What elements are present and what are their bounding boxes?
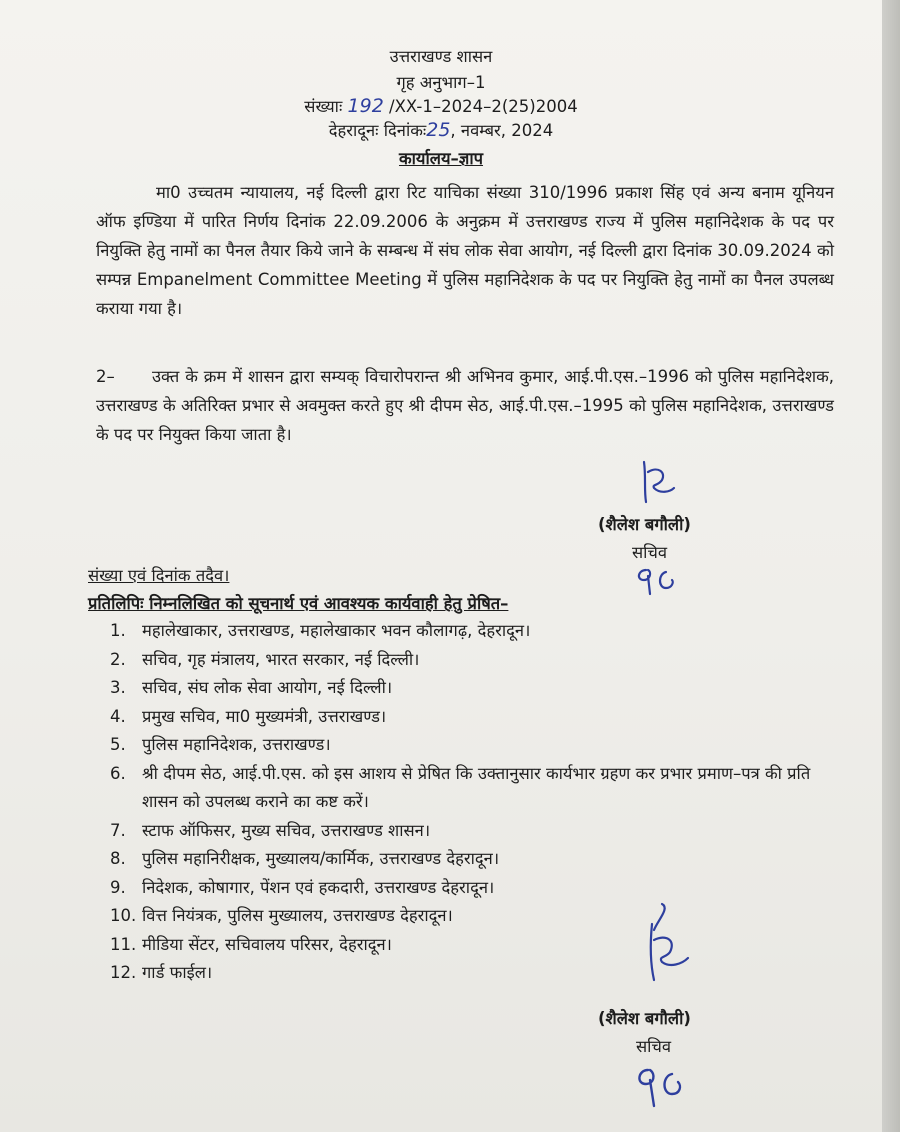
list-item bbox=[110, 845, 850, 874]
list-item-number: 7. bbox=[110, 820, 126, 840]
number-suffix: /XX-1–2024–2(25)2004 bbox=[389, 97, 578, 116]
signature-mark-2 bbox=[632, 900, 702, 990]
department-section: गृह अनुभाग–1 bbox=[396, 73, 486, 92]
list-item bbox=[110, 817, 850, 846]
list-item-number: 12. bbox=[110, 963, 137, 982]
list-item-number: 1. bbox=[110, 621, 126, 640]
number-label: संख्याः bbox=[304, 97, 343, 116]
list-item bbox=[110, 931, 850, 960]
list-item bbox=[110, 646, 850, 675]
signature-initials-1 bbox=[632, 564, 692, 598]
list-item bbox=[110, 959, 850, 988]
list-item-number: 10. bbox=[110, 906, 137, 925]
list-item-text: गार्ड फाईल। bbox=[142, 963, 213, 982]
list-item-text: पुलिस महानिरीक्षक, मुख्यालय/कार्मिक, उत्तराखण्ड देहरादून। bbox=[142, 849, 500, 868]
signature-mark-1 bbox=[636, 458, 686, 508]
place-date-label: देहरादूनः दिनांकः bbox=[328, 121, 427, 140]
list-item bbox=[110, 760, 850, 817]
signature-initials-2 bbox=[632, 1062, 696, 1112]
paragraph-2 bbox=[96, 362, 834, 449]
signatory-title-1: सचिव bbox=[632, 543, 668, 562]
list-item bbox=[110, 674, 850, 703]
list-item bbox=[110, 902, 850, 931]
memo-title bbox=[0, 146, 882, 169]
list-item-number: 4. bbox=[110, 706, 126, 726]
list-item-text: सचिव, गृह मंत्रालय, भारत सरकार, नई दिल्ली। bbox=[142, 649, 420, 669]
list-item-number: 2. bbox=[110, 649, 126, 669]
list-item-text: पुलिस महानिदेशक, उत्तराखण्ड। bbox=[142, 735, 331, 754]
list-item-text: वित्त नियंत्रक, पुलिस मुख्यालय, उत्तराखण्ड देहरादून। bbox=[142, 906, 453, 925]
list-item-text: स्टाफ ऑफिसर, मुख्य सचिव, उत्तराखण्ड शासन। bbox=[142, 820, 431, 840]
paragraph-2-text: उक्त के क्रम में शासन द्वारा सम्यक् विचारोपरान्त श्री अभिनव कुमार, आई.पी.एस.–1996 को पुलिस महानिदेशक, उत्तराखण्ड के अतिरिक्त प्रभार से अवमुक्त करते हुए श्री दीपम सेठ, आई.पी.एस.–1995 को पुलिस महानिदेशक, उत्तराखण्ड के पद पर नियुक्त किया जाता है। bbox=[96, 367, 834, 444]
reference-line: संख्या एवं दिनांक तदैव। bbox=[88, 566, 230, 585]
list-item-text: महालेखाकार, उत्तराखण्ड, महालेखाकार भवन कौलागढ़, देहरादून। bbox=[142, 621, 531, 640]
list-item-number: 5. bbox=[110, 735, 126, 754]
signatory-title-2: सचिव bbox=[636, 1037, 672, 1056]
list-item-text: सचिव, संघ लोक सेवा आयोग, नई दिल्ली। bbox=[142, 678, 393, 697]
paragraph-2-number: 2– bbox=[96, 367, 115, 386]
list-item-text: निदेशक, कोषागार, पेंशन एवं हकदारी, उत्तराखण्ड देहरादून। bbox=[142, 877, 495, 897]
list-item-number: 6. bbox=[110, 763, 126, 783]
list-item bbox=[110, 731, 850, 760]
signatory-name-2: (शैलेश बगौली) bbox=[598, 1009, 691, 1028]
list-item-number: 8. bbox=[110, 849, 126, 868]
paragraph-1: मा0 उच्चतम न्यायालय, नई दिल्ली द्वारा रिट याचिका संख्या 310/1996 प्रकाश सिंह एवं अन्य बनाम यूनियन ऑफ इण्डिया में पारित निर्णय दिनांक 22.09.2006 के अनुक्रम में उत्तराखण्ड राज्य में पुलिस महानिदेशक के पद पर नियुक्ति हेतु नामों का पैनल तैयार किये जाने के सम्बन्ध में संघ लोक सेवा आयोग, नई दिल्ली द्वारा दिनांक 30.09.2024 को सम्पन्न Empanelment Committee Meeting में पुलिस महानिदेशक के पद पर नियुक्ति हेतु नामों का पैनल उपलब्ध कराया गया है। bbox=[96, 183, 834, 318]
list-item-number: 9. bbox=[110, 877, 126, 897]
handwritten-number: 192 bbox=[347, 95, 384, 117]
signatory-name-1: (शैलेश बगौली) bbox=[598, 515, 691, 534]
page-edge-shadow bbox=[882, 0, 900, 1132]
date-suffix: , नवम्बर, 2024 bbox=[450, 121, 554, 140]
government-name: उत्तराखण्ड शासन bbox=[389, 47, 493, 66]
recipient-list bbox=[110, 617, 850, 988]
list-item-number: 3. bbox=[110, 678, 126, 697]
memo-title-text: कार्यालय–ज्ञाप bbox=[398, 149, 484, 168]
letter-number bbox=[0, 94, 882, 117]
list-item bbox=[110, 617, 850, 646]
list-item-text: श्री दीपम सेठ, आई.पी.एस. को इस आशय से प्रेषित कि उक्तानुसार कार्यभार ग्रहण कर प्रभार प्रमाण–पत्र की प्रति शासन को उपलब्ध कराने का कष्ट करें। bbox=[142, 763, 811, 811]
list-item-text: प्रमुख सचिव, मा0 मुख्यमंत्री, उत्तराखण्ड। bbox=[142, 706, 387, 726]
list-item bbox=[110, 703, 850, 732]
list-item bbox=[110, 874, 850, 903]
place-date bbox=[0, 118, 882, 141]
copy-to-heading: प्रतिलिपिः निम्नलिखित को सूचनार्थ एवं आवश्यक कार्यवाही हेतु प्रेषित– bbox=[88, 594, 509, 613]
list-item-number: 11. bbox=[110, 934, 137, 954]
list-item-text: मीडिया सेंटर, सचिवालय परिसर, देहरादून। bbox=[142, 934, 392, 954]
handwritten-date: 25 bbox=[426, 119, 451, 141]
